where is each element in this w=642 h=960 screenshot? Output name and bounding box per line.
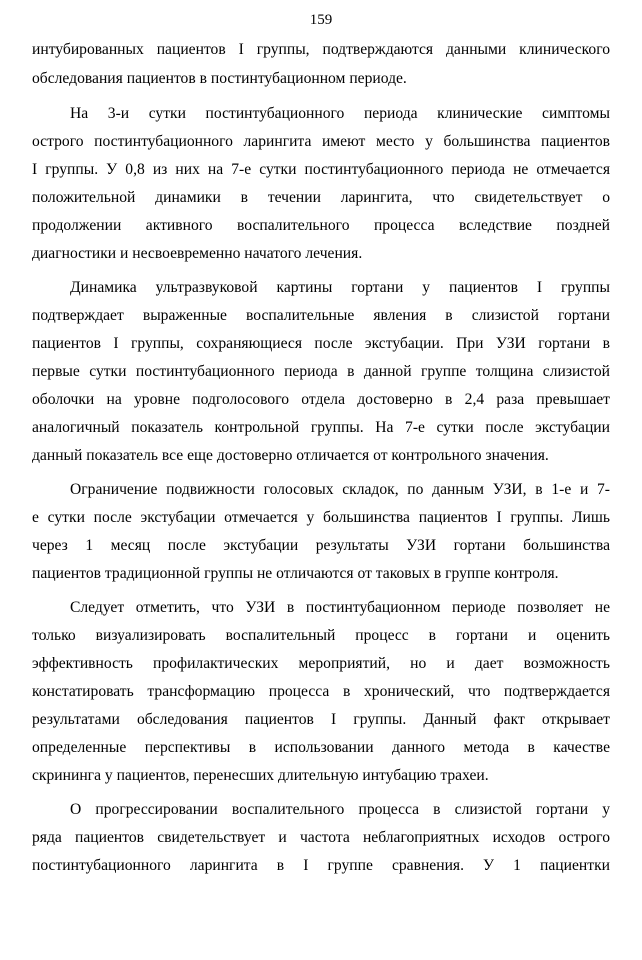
text-line: положительной динамики в течении ларингита, что свидетельствует о: [32, 189, 610, 206]
text-line: обследования пациентов в постинтубационном периоде.: [32, 70, 407, 87]
text-line: интубированных пациентов I группы, подтверждаются данными клинического: [32, 41, 610, 58]
text-line: е сутки после экстубации отмечается у большинства пациентов I группы. Лишь: [32, 509, 610, 526]
text-line: аналогичный показатель контрольной группы. На 7-е сутки после экстубации: [32, 419, 610, 436]
text-line: Следует отметить, что УЗИ в постинтубационном периоде позволяет не: [70, 599, 610, 616]
text-line: первые сутки постинтубационного периода в данной группе толщина слизистой: [32, 363, 610, 380]
text-line: острого постинтубационного ларингита имеют место у большинства пациентов: [32, 133, 610, 150]
text-line: постинтубационного ларингита в I группе сравнения. У 1 пациентки: [32, 857, 610, 874]
text-line: О прогрессировании воспалительного процесса в слизистой гортани у: [70, 801, 610, 818]
text-line: констатировать трансформацию процесса в хронический, что подтверждается: [32, 683, 610, 700]
text-line: Ограничение подвижности голосовых складок, по данным УЗИ, в 1-е и 7-: [70, 481, 610, 498]
text-line: Динамика ультразвуковой картины гортани у пациентов I группы: [70, 279, 610, 296]
text-line: только визуализировать воспалительный процесс в гортани и оценить: [32, 627, 610, 644]
text-line: определенные перспективы в использовании данного метода в качестве: [32, 739, 610, 756]
text-line: данный показатель все еще достоверно отличается от контрольного значения.: [32, 447, 549, 464]
text-line: диагностики и несвоевременно начатого лечения.: [32, 245, 363, 262]
text-line: I группы. У 0,8 из них на 7-е сутки постинтубационного периода не отмечается: [32, 161, 610, 178]
text-line: пациентов традиционной группы не отличаются от таковых в группе контроля.: [32, 565, 559, 582]
text-line: подтверждает выраженные воспалительные явления в слизистой гортани: [32, 307, 610, 324]
text-line: эффективность профилактических мероприятий, но и дает возможность: [32, 655, 610, 672]
text-line: ряда пациентов свидетельствует и частота неблагоприятных исходов острого: [32, 829, 610, 846]
text-line: На 3-и сутки постинтубационного периода клинические симптомы: [70, 105, 610, 122]
page-number: 159: [309, 12, 333, 28]
text-line: скрининга у пациентов, перенесших длительную интубацию трахеи.: [32, 767, 489, 784]
text-line: пациентов I группы, сохраняющиеся после экстубации. При УЗИ гортани в: [32, 335, 610, 352]
text-line: результатами обследования пациентов I группы. Данный факт открывает: [32, 711, 610, 728]
text-line: через 1 месяц после экстубации результаты УЗИ гортани большинства: [32, 537, 610, 554]
text-line: продолжении активного воспалительного процесса вследствие поздней: [32, 217, 610, 234]
text-line: оболочки на уровне подголосового отдела достоверно в 2,4 раза превышает: [32, 391, 610, 408]
